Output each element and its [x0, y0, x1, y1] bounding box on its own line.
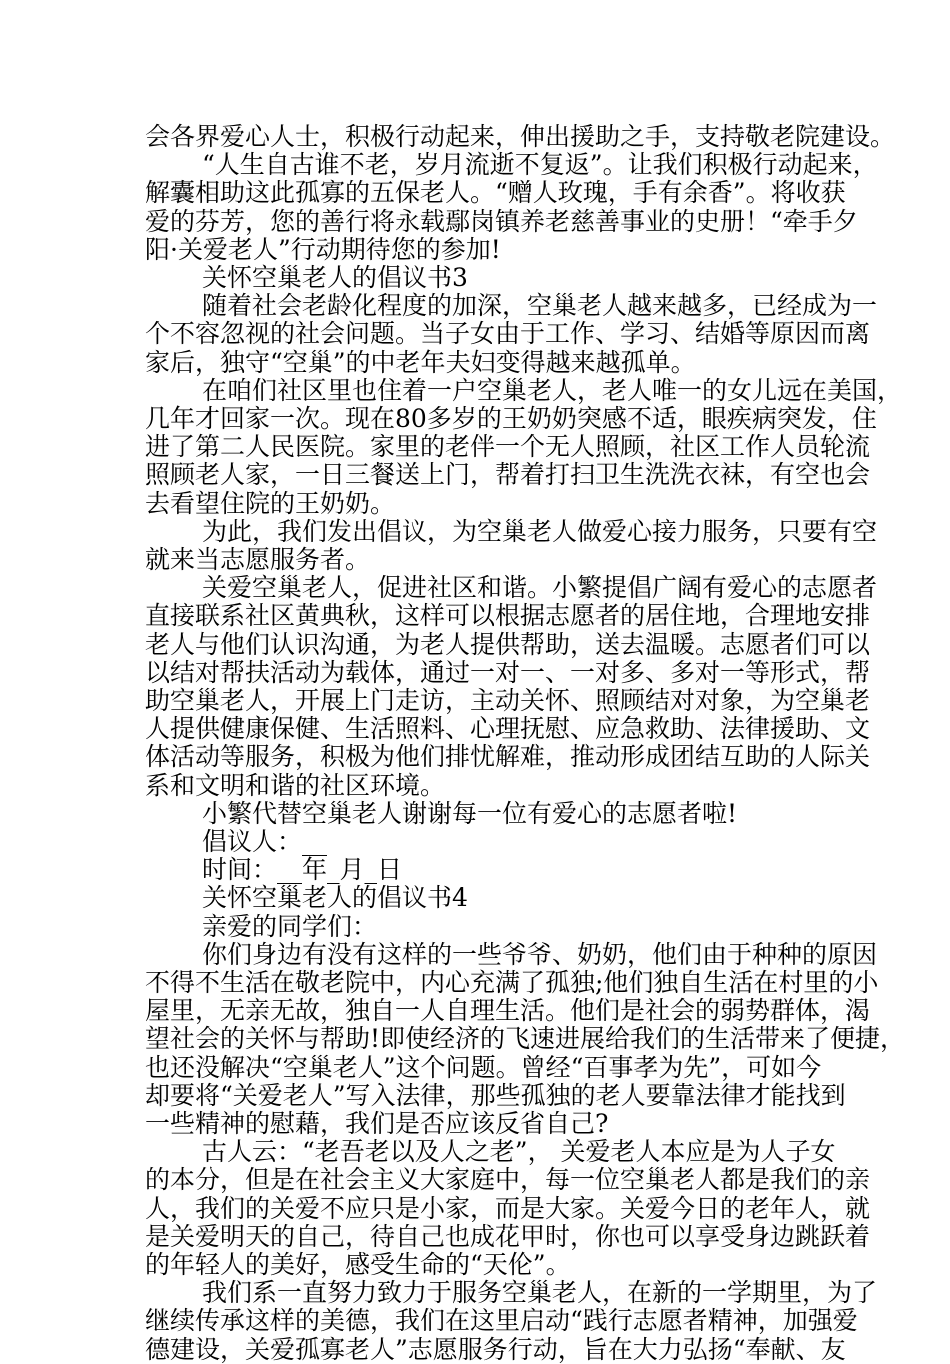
text-line: 以结对帮扶活动为载体，通过一对一、一对多、多对一等形式，帮 — [145, 657, 871, 687]
text-line: 倡议人：__ — [202, 827, 328, 856]
section-heading: 关怀空巢老人的倡议书3 — [202, 263, 468, 292]
section-heading: 关怀空巢老人的倡议书4 — [202, 883, 468, 913]
text-line: 我们系一直努力致力于服务空巢老人，在新的一学期里，为了 — [202, 1278, 878, 1308]
text-line: 几年才回家一次。现在80多岁的王奶奶突感不适，眼疾病突发，住 — [145, 404, 877, 433]
text-line: 人提供健康保健、生活照料、心理抚慰、应急救助、法律援助、文 — [145, 714, 871, 744]
text-line: 却要将“关爱老人”写入法律，那些孤独的老人要靠法律才能找到 — [145, 1080, 846, 1110]
text-line: 古人云：“老吾老以及人之老”， 关爱老人本应是为人子女 — [202, 1137, 836, 1167]
text-line: 人，我们的关爱不应只是小家，而是大家。关爱今日的老年人，就 — [145, 1193, 871, 1223]
text-line: 进了第二人民医院。家里的老伴一个无人照顾，社区工作人员轮流 — [145, 432, 871, 462]
text-line: 系和文明和谐的社区环境。 — [145, 770, 446, 800]
text-line: 照顾老人家，一日三餐送上门，帮着打扫卫生洗洗衣袜，有空也会 — [145, 460, 871, 490]
text-line: 时间：__年_月_日 — [202, 855, 403, 885]
text-line: 为此，我们发出倡议，为空巢老人做爱心接力服务，只要有空 — [202, 516, 878, 546]
text-line: 助空巢老人，开展上门走访，主动关怀、照顾结对对象，为空巢老 — [145, 686, 871, 715]
text-line: 会各界爱心人士，积极行动起来，伸出援助之手，支持敬老院建设。 — [145, 122, 896, 151]
text-line: 的年轻人的美好，感受生命的“天伦”。 — [145, 1250, 571, 1279]
text-line: 直接联系社区黄典秋，这样可以根据志愿者的居住地，合理地安排 — [145, 601, 871, 631]
text-line: 随着社会老龄化程度的加深，空巢老人越来越多，已经成为一 — [202, 291, 878, 321]
text-line: 去看望住院的王奶奶。 — [145, 488, 396, 518]
text-line: 你们身边有没有这样的一些爷爷、奶奶，他们由于种种的原因 — [202, 939, 878, 969]
text-line: 爱的芬芳，您的善行将永载鄢岗镇养老慈善事业的史册！“牵手夕 — [145, 206, 858, 236]
text-line: 不得不生活在敬老院中，内心充满了孤独;他们独自生活在村里的小 — [145, 968, 879, 997]
text-line: 的本分，但是在社会主义大家庭中，每一位空巢老人都是我们的亲 — [145, 1165, 871, 1195]
text-line: 阳·关爱老人”行动期待您的参加! — [145, 234, 501, 264]
text-line: 是关爱明天的自己，待自己也成花甲时，你也可以享受身边跳跃着 — [145, 1221, 871, 1251]
text-line: 德建设，关爱孤寡老人”志愿服务行动，旨在大力弘扬“奉献、友 — [145, 1334, 846, 1364]
text-line: 亲爱的同学们： — [202, 911, 378, 941]
text-line: 个不容忽视的社会问题。当子女由于工作、学习、结婚等原因而离 — [145, 319, 871, 349]
text-line: 关爱空巢老人，促进社区和谐。小繁提倡广阔有爱心的志愿者 — [202, 573, 878, 603]
text-line: 体活动等服务，积极为他们排忧解难，推动形成团结互助的人际关 — [145, 742, 871, 772]
text-line: 也还没解决“空巢老人”这个问题。曾经“百事孝为先”，可如今 — [145, 1052, 822, 1082]
text-line: 屋里，无亲无故，独自一人自理生活。他们是社会的弱势群体，渴 — [145, 996, 871, 1026]
text-line: 解囊相助这此孤寡的五保老人。“赠人玫瑰，手有余香”。将收获 — [145, 178, 846, 208]
text-line: 老人与他们认识沟通，为老人提供帮助，送去温暖。志愿者们可以 — [145, 629, 871, 659]
text-line: 望社会的关怀与帮助!即使经济的飞速进展给我们的生活带来了便捷， — [145, 1024, 906, 1054]
text-line: 在咱们社区里也住着一户空巢老人，老人唯一的女儿远在美国， — [202, 375, 903, 405]
text-line: “人生自古谁不老，岁月流逝不复返”。让我们积极行动起来， — [202, 150, 878, 180]
text-line: 小繁代替空巢老人谢谢每一位有爱心的志愿者啦! — [202, 798, 738, 828]
text-line: 一些精神的慰藉，我们是否应该反省自己? — [145, 1109, 609, 1138]
text-line: 继续传承这样的美德，我们在这里启动“践行志愿者精神，加强爱 — [145, 1306, 858, 1336]
text-line: 家后，独守“空巢”的中老年夫妇变得越来越孤单。 — [145, 347, 696, 377]
text-line: 就来当志愿服务者。 — [145, 545, 371, 574]
